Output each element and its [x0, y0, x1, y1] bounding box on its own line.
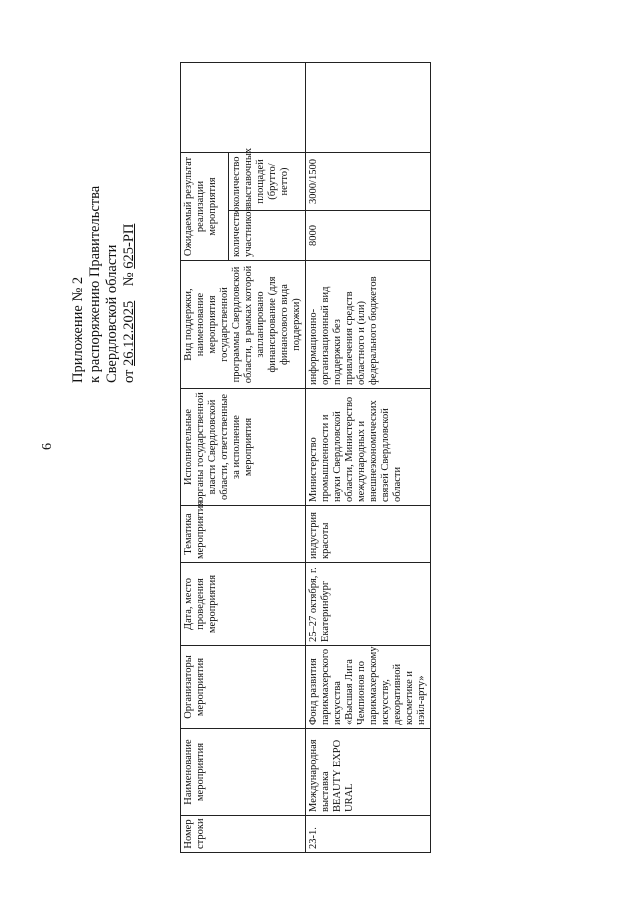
cell-area: 3000/1500: [306, 153, 431, 211]
cell-date-place: 25–27 октября, г. Екатеринбург: [306, 563, 431, 646]
header-topic: Тематика мероприятия: [181, 506, 306, 563]
cell-row-number: 23-1.: [306, 816, 431, 853]
cell-support: информационно-организационный вид поддержки без привлечения средств областного и (или) федерального бюджетов: [306, 261, 431, 389]
header-support: Вид поддержки, наименование мероприятия государственной программы Свердловской области, в рамках которой запланировано финансирование (для финансового вида поддержки): [181, 261, 306, 389]
header-empty: [181, 63, 306, 153]
table-header-row: [181, 63, 229, 853]
appendix-line-3: Свердловской области: [104, 244, 120, 383]
appendix-header: [70, 186, 138, 383]
header-organizers: Организаторы мероприятия: [181, 646, 306, 729]
cell-empty: [306, 63, 431, 153]
header-date-place: Дата, место проведения мероприятия: [181, 563, 306, 646]
document-number: 625-РП: [121, 223, 137, 269]
cell-executors: Министерство промышленности и науки Свердловской области, Министерство международных и внешнеэкономических связей Свердловской области: [306, 389, 431, 506]
number-prefix: №: [121, 272, 137, 287]
cell-topic: индустрия красоты: [306, 506, 431, 563]
appendix-date-line: [121, 186, 138, 383]
table-row: [306, 63, 431, 853]
appendix-line-2: к распоряжению Правительства: [87, 185, 103, 383]
appendix-title: Приложение № 2: [70, 276, 86, 383]
header-area: количество выставочных площадей (брутто/нетто): [229, 153, 306, 211]
header-row-number: Номер строки: [181, 816, 306, 853]
cell-organizers: Фонд развития парикмахерского искусства «Высшая Лига Чемпионов по парикмахерскому искусству, декоративной косметике и нэйл-арту»: [306, 646, 431, 729]
header-expected-result: Ожидаемый результат реализации мероприятия: [181, 153, 229, 261]
document-date: 26.12.2025: [121, 300, 137, 366]
rotated-page-content: [70, 63, 490, 853]
events-table: [180, 62, 431, 853]
cell-participants: 8000: [306, 211, 431, 261]
header-executors: Исполнительные органы государственной власти Свердловской области, ответственные за исполнение мероприятия: [181, 389, 306, 506]
header-name: Наименование мероприятия: [181, 729, 306, 816]
header-participants: количество участников: [229, 211, 306, 261]
date-prefix: от: [121, 369, 137, 383]
cell-name: Международная выставка BEAUTY EXPO URAL: [306, 729, 431, 816]
page-number: 6: [40, 443, 55, 450]
